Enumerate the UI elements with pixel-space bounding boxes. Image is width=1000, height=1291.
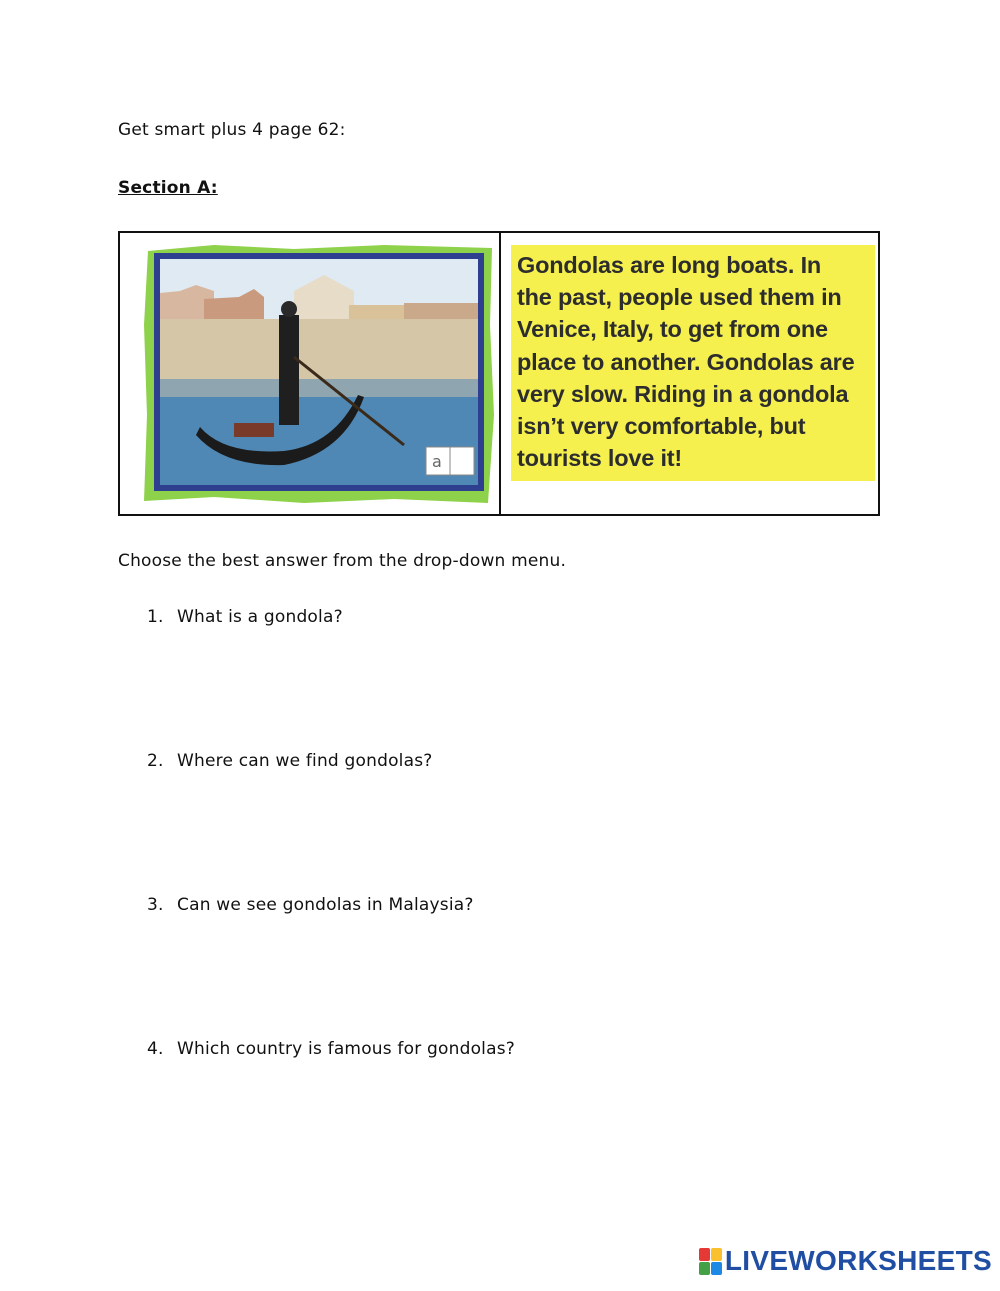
text-cell (501, 233, 878, 514)
liveworksheets-brand[interactable] (699, 1245, 992, 1277)
passage-line: very slow. Riding in a gondola (517, 380, 849, 407)
passage-line: isn’t very comfortable, but (517, 413, 806, 440)
section-title: Section A: (118, 178, 218, 198)
passage-line: place to another. Gondolas are (517, 348, 855, 375)
passage-line: Venice, Italy, to get from one (517, 316, 828, 343)
question-number: 1. (147, 607, 164, 627)
passage-line: tourists love it! (517, 445, 683, 472)
liveworksheets-logo-icon (699, 1248, 721, 1274)
question-text: What is a gondola? (177, 607, 343, 627)
passage-table (118, 231, 880, 516)
passage-text (517, 249, 869, 474)
question-2 (147, 751, 433, 771)
question-1 (147, 607, 343, 627)
question-text: Which country is famous for gondolas? (177, 1039, 515, 1059)
brand-name: LIVEWORKSHEETS (724, 1245, 992, 1276)
photo-tag-label: a (432, 452, 442, 471)
question-number: 3. (147, 895, 164, 915)
question-3 (147, 895, 474, 915)
gondola-photo (144, 245, 494, 503)
header-line: Get smart plus 4 page 62: (118, 120, 346, 140)
passage-line: Gondolas are long boats. In (517, 252, 822, 278)
question-4 (147, 1039, 515, 1059)
instruction-text: Choose the best answer from the drop-down menu. (118, 551, 567, 571)
question-text: Can we see gondolas in Malaysia? (177, 895, 474, 915)
question-number: 2. (147, 751, 164, 771)
question-text: Where can we find gondolas? (177, 751, 433, 771)
question-number: 4. (147, 1039, 164, 1059)
photo-cell (120, 233, 501, 514)
passage-line: the past, people used them in (517, 284, 842, 311)
passage-highlight-box (511, 245, 875, 481)
